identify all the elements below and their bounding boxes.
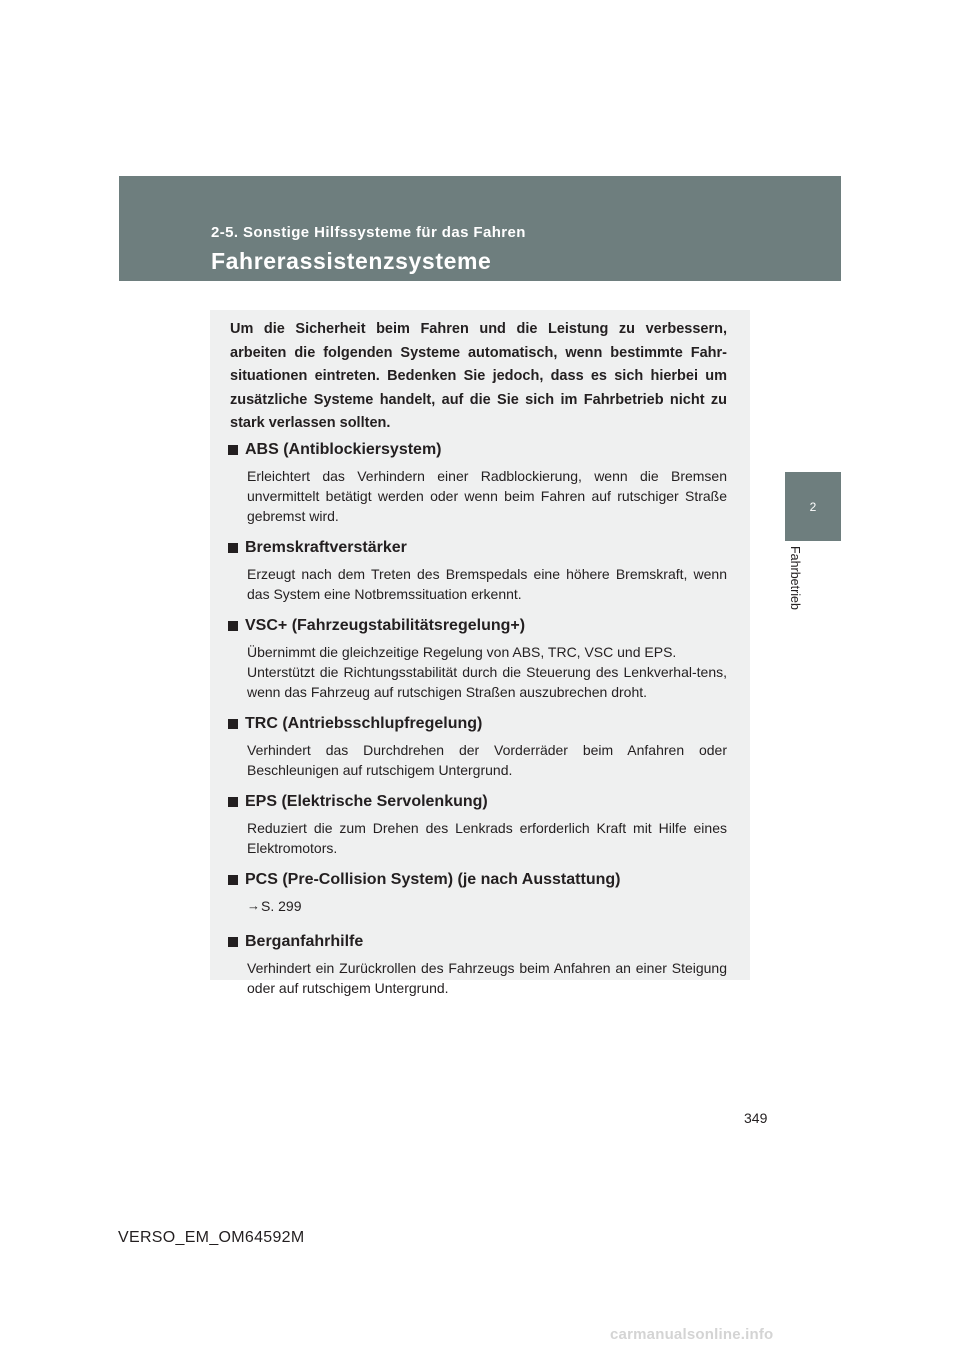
- chapter-side-tab[interactable]: [785, 472, 841, 541]
- document-code: VERSO_EM_OM64592M: [118, 1229, 305, 1246]
- square-bullet-icon: [228, 543, 238, 553]
- square-bullet-icon: [228, 445, 238, 455]
- section-title: ABS (Antiblockiersystem): [245, 441, 442, 458]
- section-brake-assist: [228, 536, 728, 604]
- section-pcs: [228, 868, 728, 916]
- square-bullet-icon: [228, 621, 238, 631]
- section-text-line: Unterstützt die Richtungsstabilität durch die Steuerung des Lenkverhal-tens, wenn das Fahrzeug auf rutschigen Straßen auszubrechen droht.: [247, 664, 727, 700]
- page-reference-text: S. 299: [261, 898, 302, 914]
- section-text: Verhindert ein Zurückrollen des Fahrzeugs beim Anfahren an einer Steigung oder auf rutschigem Untergrund.: [247, 960, 727, 996]
- section-text: Reduziert die zum Drehen des Lenkrads erforderlich Kraft mit Hilfe eines Elektromotors.: [247, 820, 727, 856]
- page-title: Fahrerassistenzsysteme: [211, 248, 492, 274]
- section-text: Verhindert das Durchdrehen der Vorderräder beim Anfahren oder Beschleunigen auf rutschigem Untergrund.: [247, 742, 727, 778]
- section-heading: [228, 536, 728, 560]
- section-heading: [228, 868, 728, 892]
- section-heading: [228, 790, 728, 814]
- section-title: VSC+ (Fahrzeugstabilitätsregelung+): [245, 617, 526, 634]
- section-vsc: [228, 614, 728, 702]
- section-heading: [228, 930, 728, 954]
- section-text-line: Übernimmt die gleichzeitige Regelung von ABS, TRC, VSC und EPS.: [247, 644, 677, 660]
- page-number: 349: [744, 1110, 768, 1126]
- section-title: TRC (Antriebsschlupfregelung): [245, 715, 483, 732]
- section-title: Bremskraftverstärker: [245, 539, 407, 556]
- system-list: [228, 438, 728, 998]
- section-label: 2-5. Sonstige Hilfssysteme für das Fahren: [211, 224, 526, 241]
- right-arrow-icon: →: [247, 898, 260, 913]
- chapter-label: Fahrbetrieb: [788, 546, 802, 610]
- watermark: carmanualsonline.info: [610, 1326, 774, 1343]
- section-heading: [228, 712, 728, 736]
- chapter-header-band: [119, 176, 841, 281]
- section-abs: [228, 438, 728, 526]
- section-title: PCS (Pre-Collision System) (je nach Ausstattung): [245, 871, 621, 888]
- square-bullet-icon: [228, 797, 238, 807]
- section-heading: [228, 614, 728, 638]
- section-text: Erzeugt nach dem Treten des Bremspedals eine höhere Bremskraft, wenn das System eine Notbremssituation erkennt.: [247, 566, 727, 602]
- square-bullet-icon: [228, 719, 238, 729]
- section-title: EPS (Elektrische Servolenkung): [245, 793, 488, 810]
- square-bullet-icon: [228, 875, 238, 885]
- page-reference[interactable]: [247, 896, 727, 916]
- section-trc: [228, 712, 728, 780]
- section-eps: [228, 790, 728, 858]
- section-heading: [228, 438, 728, 462]
- intro-paragraph: Um die Sicherheit beim Fahren und die Leistung zu verbessern, arbeiten die folgenden Systeme automatisch, wenn bestimmte Fahr-situationen eintreten. Bedenken Sie jedoch, dass es sich hierbei um zusätzliche Systeme handelt, auf die Sie sich im Fahrbetrieb nicht zu stark verlassen sollten.: [230, 321, 727, 431]
- content-panel: [210, 310, 750, 996]
- section-text: Erleichtert das Verhindern einer Radblockierung, wenn die Bremsen unvermittelt betätigt werden oder wenn beim Fahren auf rutschiger Straße gebremst wird.: [247, 468, 727, 524]
- chapter-number: 2: [809, 500, 817, 514]
- section-hill-start: [228, 930, 728, 998]
- section-title: Berganfahrhilfe: [245, 933, 364, 950]
- square-bullet-icon: [228, 937, 238, 947]
